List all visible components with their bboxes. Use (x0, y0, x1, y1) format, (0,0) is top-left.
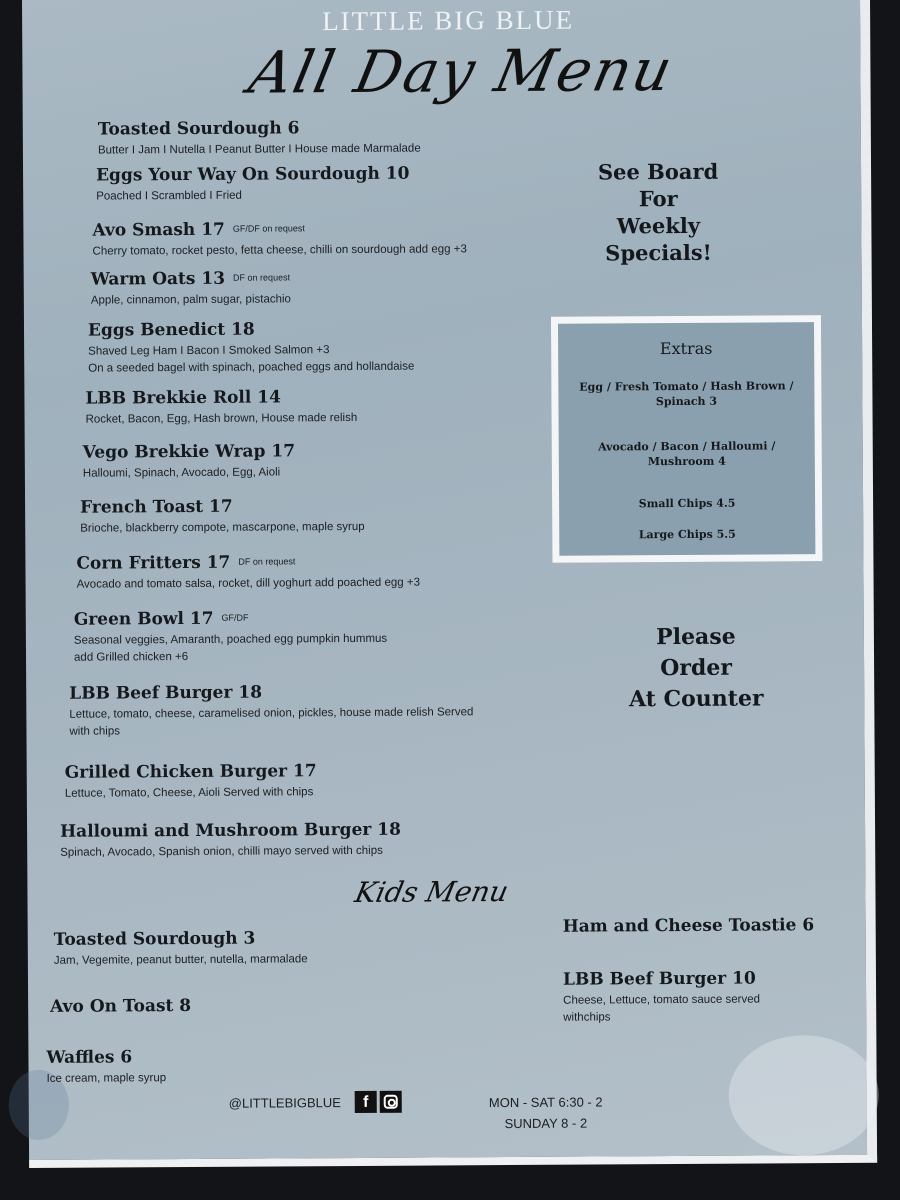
social-icons (355, 1091, 402, 1113)
watercolor-stain (728, 1035, 879, 1156)
item-name: Eggs Benedict 18 (87, 319, 255, 341)
item-name: Toasted Sourdough 6 (97, 118, 300, 140)
kids-menu-item (563, 915, 815, 937)
item-description: Butter I Jam I Nutella I Peanut Butter I House made Marmalade (97, 142, 421, 157)
extras-item: Small Chips 4.5 (638, 496, 736, 511)
menu-item (65, 761, 317, 803)
item-name: Ham and Cheese Toastie 6 (562, 915, 815, 937)
item-description: Cherry tomato, rocket pesto, fetta cheese, chilli on sourdough add egg +3 (92, 243, 467, 258)
extras-title: Extras (659, 338, 713, 359)
item-description: Ice cream, maple syrup (46, 1072, 167, 1085)
menu-item (83, 441, 295, 482)
item-name: LBB Beef Burger 10 (562, 968, 756, 990)
item-description: Lettuce, tomato, cheese, caramelised onion, pickles, house made relish Served (69, 706, 474, 721)
item-name: Green Bowl 17 (73, 608, 214, 630)
menu-item (74, 608, 388, 667)
hours-weekday: MON - SAT 6:30 - 2 (488, 1094, 603, 1111)
item-description: withchips (563, 1011, 611, 1024)
facebook-icon: f (355, 1091, 377, 1113)
item-description: Halloumi, Spinach, Avocado, Egg, Aioli (82, 466, 281, 480)
kids-menu-item (563, 968, 823, 1027)
specials-line: For (638, 185, 678, 212)
menu-item (88, 319, 414, 378)
kids-menu-title: Kids Menu (352, 875, 512, 910)
extras-item: Avocado / Bacon / Halloumi / Mushroom 4 (598, 439, 776, 469)
instagram-icon (380, 1091, 402, 1113)
menu-title: All Day Menu (243, 35, 680, 107)
menu-item (91, 268, 291, 309)
item-name: Warm Oats 13 (90, 268, 226, 290)
item-description: Poached I Scrambled I Fried (96, 189, 242, 203)
item-description: Jam, Vegemite, peanut butter, nutella, marmalade (53, 953, 308, 967)
menu-page (22, 0, 877, 1168)
menu-item (69, 681, 539, 741)
item-name: Eggs Your Way On Sourdough 10 (96, 163, 410, 186)
item-name: Halloumi and Mushroom Burger 18 (60, 819, 401, 842)
order-at-counter-note (601, 621, 792, 715)
item-description: Brioche, blackberry compote, mascarpone, maple syrup (80, 520, 365, 535)
menu-item (85, 387, 357, 429)
item-description: Seasonal veggies, Amaranth, poached egg pumpkin hummus (73, 632, 388, 647)
item-name: Toasted Sourdough 3 (53, 928, 256, 950)
menu-item (98, 118, 421, 160)
item-name: Waffles 6 (46, 1047, 133, 1068)
kids-menu-item (50, 996, 191, 1017)
item-description: Spinach, Avocado, Spanish onion, chilli mayo served with chips (60, 844, 383, 859)
item-description: Rocket, Bacon, Egg, Hash brown, House made relish (85, 411, 358, 426)
menu-item (92, 218, 467, 260)
item-description: Shaved Leg Ham I Bacon I Smoked Salmon +3 (88, 344, 330, 358)
dietary-tag: GF/DF (221, 612, 249, 623)
specials-line: Weekly (616, 212, 701, 239)
weekly-specials-note (563, 158, 754, 267)
extras-item: Egg / Fresh Tomato / Hash Brown / Spinach 3 (579, 379, 794, 409)
dietary-tag: DF on request (232, 272, 291, 283)
order-line: Please (656, 623, 736, 651)
order-line: Order (660, 654, 733, 682)
dietary-tag: DF on request (238, 556, 296, 567)
item-name: Avo On Toast 8 (50, 995, 192, 1017)
item-description: Avocado and tomato salsa, rocket, dill yoghurt add poached egg +3 (76, 576, 421, 591)
specials-line: Specials! (605, 239, 712, 266)
menu-item (80, 496, 365, 538)
item-description: add Grilled chicken +6 (73, 650, 189, 664)
specials-line: See Board (597, 158, 719, 185)
item-name: LBB Brekkie Roll 14 (85, 387, 281, 409)
kids-menu-item (46, 1047, 166, 1088)
instagram-handle: @LITTLEBIGBLUE (228, 1095, 341, 1111)
item-description: On a seeded bagel with spinach, poached eggs and hollandaise (88, 360, 415, 375)
menu-item (60, 820, 401, 862)
dietary-tag: GF/DF on request (232, 223, 305, 234)
item-name: French Toast 17 (80, 496, 233, 518)
item-description: Cheese, Lettuce, tomato sauce served (563, 993, 761, 1007)
item-name: Vego Brekkie Wrap 17 (82, 441, 296, 463)
extras-box (551, 315, 822, 563)
item-name: Grilled Chicken Burger 17 (64, 761, 317, 783)
opening-hours (471, 1091, 621, 1134)
item-name: Avo Smash 17 (92, 219, 225, 241)
menu-item (96, 164, 410, 206)
item-description: with chips (69, 725, 121, 738)
item-description: Lettuce, Tomato, Cheese, Aioli Served with chips (64, 786, 314, 800)
item-description: Apple, cinnamon, palm sugar, pistachio (90, 293, 291, 307)
item-name: Corn Fritters 17 (76, 552, 231, 574)
hours-sunday: SUNDAY 8 - 2 (504, 1115, 588, 1132)
brand-name: LITTLE BIG BLUE (322, 4, 575, 37)
kids-menu-item (54, 928, 308, 970)
order-line: At Counter (628, 685, 764, 713)
extras-item: Large Chips 5.5 (638, 527, 736, 542)
item-name: LBB Beef Burger 18 (69, 682, 263, 704)
menu-item (76, 552, 420, 594)
